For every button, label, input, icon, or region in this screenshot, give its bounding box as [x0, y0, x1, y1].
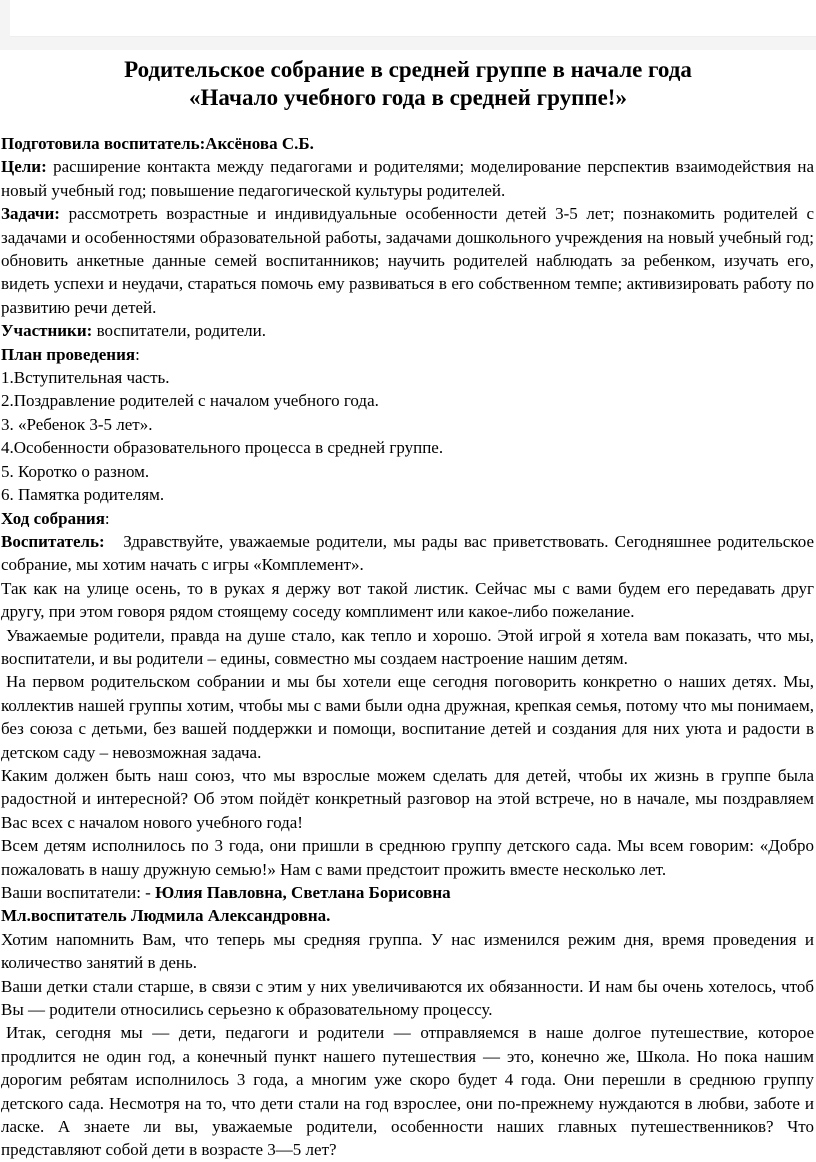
participants-text: воспитатели, родители.	[96, 321, 266, 341]
body-paragraph: Каким должен быть наш союз, что мы взрослые можем сделать для детей, чтобы их жизнь в группе была радостной и интересной? Об этом пойдёт конкретный разговор на этой встрече, но в начале, мы поздравляем Вас всех с началом нового учебного года!	[1, 765, 814, 832]
tasks-paragraph	[1, 202, 814, 319]
goals-paragraph	[1, 155, 814, 202]
assistant-line	[1, 904, 814, 927]
plan-item: 1.Вступительная часть.	[1, 368, 170, 388]
viewer-toolbar	[0, 0, 816, 50]
document-title-line2: «Начало учебного года в средней группе!»	[189, 85, 627, 110]
plan-item: 6. Памятка родителям.	[1, 485, 165, 505]
document-title-line1: Родительское собрание в средней группе в начале года	[124, 57, 692, 82]
teachers-names: Юлия Павловна, Светлана Борисовна	[155, 883, 451, 902]
course-suffix: :	[104, 508, 110, 528]
teachers-prefix: Ваши воспитатели: -	[1, 883, 151, 902]
plan-item: 4.Особенности образовательного процесса в средней группе.	[1, 438, 444, 458]
tasks-label: Задачи:	[1, 204, 60, 224]
plan-item: 3. «Ребенок 3-5 лет».	[1, 414, 153, 434]
goals-text: расширение контакта между педагогами и родителями; моделирование перспектив взаимодействия на новый учебный год; повышение педагогической культуры родителей.	[1, 157, 814, 200]
body-paragraph: Уважаемые родители, правда на душе стало, как тепло и хорошо. Этой игрой я хотела вам показать, что мы, воспитатели, и вы родители – едины, совместно мы создаем настроение нашим детям.	[1, 625, 814, 668]
course-heading	[1, 507, 814, 530]
participants-label: Участники:	[1, 321, 93, 341]
body-paragraph: Хотим напомнить Вам, что теперь мы средняя группа. У нас изменился режим дня, время проведения и количество занятий в день.	[1, 929, 814, 973]
teachers-line	[1, 881, 814, 904]
plan-item: 2.Поздравление родителей с началом учебного года.	[1, 391, 379, 411]
body-paragraph: Так как на улице осень, то в руках я держу вот такой листик. Сейчас мы с вами будем его передавать друг другу, при этом говоря рядом стоящему соседу комплимент или какое-либо пожелание.	[1, 578, 814, 622]
document-body	[0, 132, 816, 1162]
plan-item: 5. Коротко о разном.	[1, 461, 150, 481]
body-paragraph: Всем детям исполнилось по 3 года, они пришли в среднюю группу детского сада. Мы всем говорим: «Добро пожаловать в нашу дружную семью!» Нам с вами предстоит прожить вместе несколько лет.	[1, 836, 814, 879]
assistant-text: Мл.воспитатель Людмила Александровна.	[1, 906, 331, 926]
plan-suffix: :	[135, 344, 140, 364]
body-paragraph: Итак, сегодня мы — дети, педагоги и родители — отправляемся в наше долгое путешествие, которое продлится не один год, а конечный пункт нашего путешествия — это, конечно же, Школа. Но пока нашим дорогим ребятам исполнилось 3 года, а многим уже скоро будет 4 года. Они перешли в среднюю группу детского сада. Несмотря на то, что дети стали на год взрослее, они по-прежнему нуждаются в любви, заботе и ласке. А знаете ли вы, уважаемые родители, особенности наших главных путешественников? Что представляют собой дети в возрасте 3—5 лет?	[1, 1023, 814, 1160]
body-paragraph: На первом родительском собрании и мы бы хотели еще сегодня поговорить конкретно о наших детях. Мы, коллектив нашей группы хотим, чтобы мы с вами были одна дружная, крепкая семья, потому что мы понимаем, без союза с детьми, без вашей поддержки и помощи, воспитание детей и создания для них уюта и радости в детском саду – невозможная задача.	[1, 672, 814, 762]
participants-paragraph	[1, 319, 814, 342]
tasks-text: рассмотреть возрастные и индивидуальные особенности детей 3-5 лет; познакомить родителей с задачами и особенностями образовательной работы, задачами дошкольного учреждения на новый учебный год; обновить анкетные данные семей воспитанников; научить родителей наблюдать за ребенком, изучать его, видеть успехи и неудачи, стараться помочь ему развиваться в его собственном темпе; активизировать работу по развитию речи детей.	[1, 204, 814, 317]
title-block	[0, 56, 816, 112]
goals-label: Цели:	[1, 157, 47, 177]
educator-paragraph	[1, 530, 814, 577]
document-page	[0, 56, 816, 1160]
toolbar-strip	[10, 0, 816, 37]
author-text: Подготовила воспитатель:Аксёнова С.Б.	[1, 134, 314, 153]
plan-label: План проведения	[1, 344, 136, 364]
body-paragraph: Ваши детки стали старше, в связи с этим у них увеличиваются их обязанности. И нам бы очень хотелось, чтоб Вы — родители относились серьезно к образовательному процессу.	[1, 976, 814, 1020]
course-label: Ход собрания	[1, 508, 105, 528]
educator-label: Воспитатель:	[1, 531, 105, 551]
educator-text: Здравствуйте, уважаемые родители, мы рады вас приветствовать. Сегодняшнее родительское собрание, мы хотим начать с игры «Комплемент».	[1, 531, 814, 575]
author-line	[1, 132, 814, 155]
plan-heading	[1, 343, 814, 366]
